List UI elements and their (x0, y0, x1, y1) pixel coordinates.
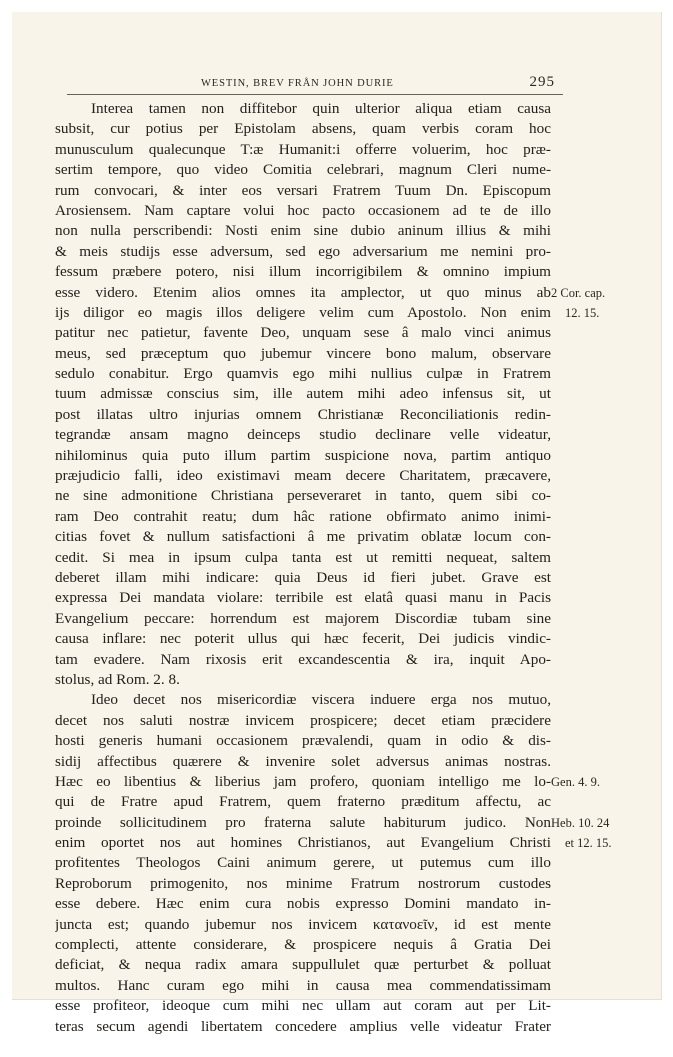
margin-note: et 12. 15. (565, 836, 612, 851)
margin-note: 12. 15. (565, 306, 600, 320)
text-line: sidij affectibus quærere & invenire solet adversus animas nostras. (55, 752, 551, 770)
text-line: juncta est; quando jubemur nos invicem κατανοεῖν, id est mente (55, 915, 551, 933)
text-line: esse debere. Hæc enim cura nobis expresso Domini mandato in- (55, 895, 551, 913)
text-line: ijs diligor eo magis illos deligere velim cum Apostolo. Non enim (55, 303, 551, 321)
text-line: profitentes Theologos Caini animum gerere, ut putemus cum illo (55, 854, 551, 872)
text-line: esse profiteor, ideoque cum mihi nec ullam aut coram aut per Lit- (55, 997, 551, 1015)
text-line: tam evadere. Nam rixosis erit excandescentia & ira, inquit Apo- (55, 650, 551, 668)
text-line: ram Deo contrahit reatu; dum hâc ratione obfirmato animo inimi- (55, 507, 551, 525)
margin-note: Heb. 10. 24 (551, 816, 610, 830)
text-line (55, 1037, 551, 1057)
body-text (55, 99, 551, 1057)
text-line: præjudicio falli, ideo existimavi meam decere Charitatem, præcavere, (55, 467, 551, 485)
margin-note: 2 Cor. cap. (551, 285, 606, 300)
text-line: hosti generis humani occasionem prævalendi, quam in odio & dis- (55, 732, 551, 750)
text-line: Reproborum primogenito, nos minime Fratrum nostrorum custodes (55, 874, 551, 892)
text-line: teras secum agendi libertatem concedere amplius velle videatur Frater (55, 1017, 551, 1035)
text-line: munusculum qualecunque T:æ Humanit:i offerre voluerim, hoc præ- (55, 140, 551, 158)
text-line: complecti, attente considerare, & prospicere nequis â Gratia Dei (55, 936, 551, 954)
text-line: rum convocari, & inter eos versari Fratrem Tuum Dn. Episcopum (55, 181, 551, 199)
text-line: non nulla perscribendi: Nosti enim sine dubio aninum illius & mihi (55, 222, 551, 240)
text-line: Arosiensem. Nam captare volui hoc pacto occasionem ad te de illo (55, 201, 551, 219)
text-line: decet nos saluti nostræ invicem prospicere; decet etiam præcidere (55, 711, 551, 729)
text-line: nihilominus quia puto illum partim suspicione nova, partim antiquo (55, 446, 551, 464)
text-line: tuum admissæ conscius sim, ille autem mihi adeo infensus sit, ut (55, 385, 551, 403)
text-line: fessum præbere potero, nisi illum incorrigibilem & omnino impium (55, 263, 551, 281)
text-line: expressa Dei mandata violare: terribile est elatâ quasi manu in Pacis (55, 589, 551, 607)
margin-note: Gen. 4. 9. (551, 775, 600, 790)
text-line: sertim tempore, quo video Comitia celebrari, magnum Cleri nume- (55, 161, 551, 179)
text-line: proinde sollicitudinem pro fraterna salute habiturum judico. Non (55, 813, 551, 831)
text-line: citias fovet & nullum satisfactioni â me privatim oblatæ locum con- (55, 528, 551, 546)
page-number: 295 (529, 74, 555, 90)
text-line: Evangelium peccare: horrendum est majorem Discordiæ tubam sine (55, 609, 551, 627)
text-line: enim oportet nos aut homines Christianos, aut Evangelium Christi (55, 834, 551, 852)
text-line: cedit. Si mea in ipsum culpa tanta est ut remitti nequeat, saltem (55, 548, 551, 566)
text-line: qui de Fratre apud Fratrem, quem fraterno præditum affectu, ac (55, 793, 551, 811)
text-line: subsit, cur potius per Epistolam absens, quam verbis coram hoc (55, 120, 551, 138)
running-head-title: WESTIN, BREV FRÅN JOHN DURIE (201, 78, 394, 89)
text-line: multos. Hanc curam ego mihi in causa mea commendatissimam (55, 976, 551, 994)
text-line: stolus, ad Rom. 2. 8. (55, 670, 180, 688)
text-line: Ideo decet nos misericordiæ viscera induere erga nos mutuo, (91, 691, 551, 709)
text-line: post illatas ultro injurias omnem Christianæ Reconciliationis redin- (55, 405, 551, 423)
text-line: ne sine admonitione Christiana perseveraret in tanto, quem sibi co- (55, 487, 551, 505)
text-line: causa inflare: nec poterit ullus qui hæc fecerit, Dei judicis vindic- (55, 630, 551, 648)
text-line: deberet illam mihi indicare: quia Deus id fieri jubet. Grave est (55, 568, 551, 586)
text-line: esse videro. Etenim alios omnes ita amplector, ut quo minus ab (55, 283, 551, 301)
text-line: & meis studijs esse adversum, sed ego adversarium me nemini pro- (55, 242, 551, 260)
text-line: deficiat, & nequa radix amara suppullulet quæ perturbet & polluat (55, 956, 551, 974)
text-line: Hæc eo libentius & liberius jam profero, quoniam intelligo me lo- (55, 772, 551, 790)
text-line: patitur nec patietur, favente Deo, unquam sese â malo vinci animus (55, 324, 551, 342)
text-line: tegrandæ ansam magno deinceps studio declinare velle videatur, (55, 426, 551, 444)
running-head (67, 74, 563, 95)
text-line: meus, sed præceptum quo jubemur vincere bono malum, observare (55, 344, 551, 362)
text-line: sedulo conabitur. Ergo quamvis ego mihi nullius culpæ in Fratrem (55, 365, 551, 383)
text-line: Interea tamen non diffitebor quin ulterior aliqua etiam causa (91, 100, 551, 117)
